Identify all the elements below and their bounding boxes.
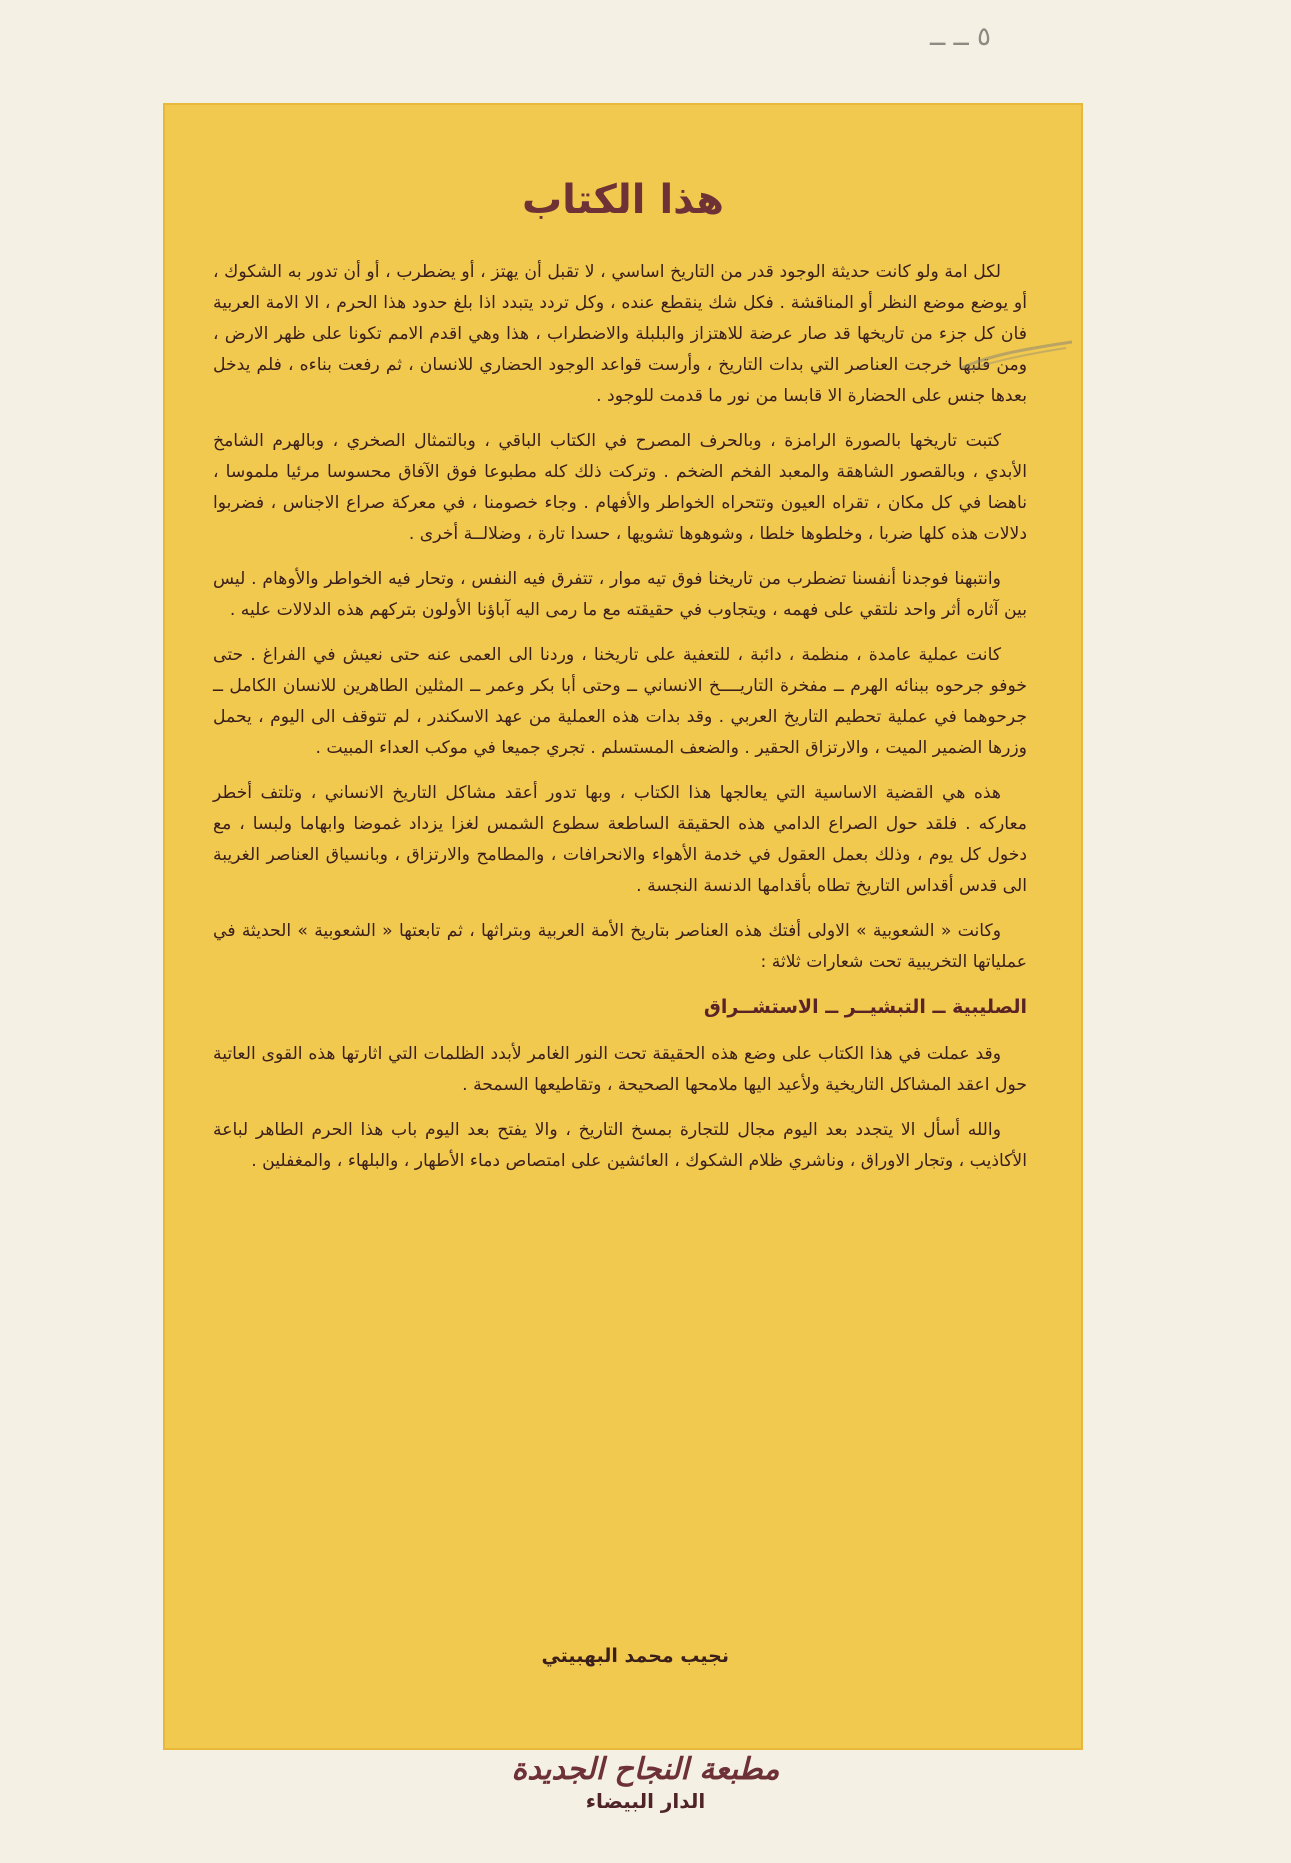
paragraph-4: كانت عملية عامدة ، منظمة ، دائبة ، للتعفية على تاريخنا ، وردنا الى العمى عنه حتى نعيش في الفراغ . حتى خوفو جرحوه ببنائه الهرم ــ مفخرة التاريــــخ الانساني ــ وحتى أبا بكر وعمر ــ المثلين الطاهرين للانسان الكامل ــ جرحوهما في عملية تحطيم التاريخ العربي . وقد بدات هذه العملية من عهد الاسكندر ، لم تتوقف الى اليوم ، يحمل وزرها الضمير الميت ، والارتزاق الحقير . والضعف المستسلم . تجري جميعا في موكب العداء المبيت . bbox=[213, 645, 1027, 758]
printer-name: مطبعة النجاح الجديدة bbox=[511, 1752, 780, 1787]
paragraph-2: كتبت تاريخها بالصورة الرامزة ، وبالحرف المصرح في الكتاب الباقي ، وبالتمثال الصخري ، وبالهرم الشامخ الأبدي ، وبالقصور الشاهقة والمعبد الفخم الضخم . وتركت ذلك كله مطبوعا فوق الآفاق محسوسا مرئيا ملموسا ، ناهضا في كل مكان ، تقراه العيون وتتحراه الخواطر والأفهام . وجاء خصومنا ، في معركة صراع الاجناس ، فضربوا دلالات هذه كلها ضربا ، وخلطوها خلطا ، وشوهوها تشويها ، حسدا تارة ، وضلالــة أخرى . bbox=[213, 431, 1027, 544]
paragraph-5: هذه هي القضية الاساسية التي يعالجها هذا الكتاب ، وبها تدور أعقد مشاكل التاريخ الانساني ، وتلتف أخطر معاركه . فلقد حول الصراع الدامي هذه الحقيقة الساطعة سطوع الشمس لغزا يزداد غموضا وابهاما ولبسا ، مع دخول كل يوم ، وذلك بعمل العقول في خدمة الأهواء والانحرافات ، والمطامح والارتزاق ، وبانسياق العناصر الغريبة الى قدس أقداس التاريخ تطاه بأقدامها الدنسة النجسة . bbox=[213, 783, 1027, 896]
slogan: الصليبية ــ التبشيــر ــ الاستشــراق bbox=[703, 996, 1027, 1018]
paragraph-7: وقد عملت في هذا الكتاب على وضع هذه الحقيقة تحت النور الغامر لأبدد الظلمات التي اثارتها هذه القوى العاتية حول اعقد المشاكل التاريخية ولأعيد اليها ملامحها الصحيحة ، وتقاطيعها السمحة . bbox=[213, 1044, 1027, 1095]
page-title: هذا الكتاب bbox=[521, 177, 724, 223]
author-signature: نجيب محمد البهبيتي bbox=[541, 1645, 729, 1667]
printer-imprint bbox=[0, 1752, 1291, 1813]
page-number-mark: ٥ ــ ــ bbox=[930, 22, 991, 52]
paragraph-1: لكل امة ولو كانت حديثة الوجود قدر من التاريخ اساسي ، لا تقبل أن يهتز ، أو يضطرب ، أو أن تدور به الشكوك ، أو يوضع موضع النظر أو المناقشة . فكل شك ينقطع عنده ، وكل تردد يتبدد اذا بلغ حدود هذا الحرم ، الا الامة العربية فان كل جزء من تاريخها قد صار عرضة للاهتزاز والبلبلة والاضطراب ، هذا وهي اقدم الامم تكونا على ظهر الارض ، ومن قلبها خرجت العناصر التي بدات التاريخ ، وأرست قواعد الوجود الحضاري للانسان ، ثم رفعت بناءه ، فلم يدخل بعدها جنس على الحضارة الا قابسا من نور ما قدمت للوجود . bbox=[213, 262, 1027, 406]
back-cover-panel bbox=[163, 103, 1083, 1750]
paragraph-8: والله أسأل الا يتجدد بعد اليوم مجال للتجارة بمسخ التاريخ ، والا يفتح بعد اليوم باب هذا الحرم الطاهر لباعة الأكاذيب ، وتجار الاوراق ، وناشري ظلام الشكوك ، العائشين على امتصاص دماء الأطهار ، والبلهاء ، والمغفلين . bbox=[213, 1120, 1027, 1171]
paragraph-6: وكانت « الشعوبية » الاولى أفتك هذه العناصر بتاريخ الأمة العربية وبتراثها ، ثم تابعتها « الشعوبية » الحديثة في عملياتها التخريبية تحت شعارات ثلاثة : bbox=[213, 921, 1027, 972]
printer-city: الدار البيضاء bbox=[585, 1789, 706, 1813]
paragraph-3: وانتبهنا فوجدنا أنفسنا تضطرب من تاريخنا فوق تيه موار ، تتفرق فيه النفس ، وتحار فيه الخواطر والأوهام . ليس بين آثاره أثر واحد نلتقي على فهمه ، ويتجاوب في حقيقته مع ما رمى اليه آباؤنا الأولون بتركهم هذه الدلالات عليه . bbox=[213, 569, 1027, 620]
pencil-scribble-mark bbox=[958, 338, 1076, 374]
body-text bbox=[213, 257, 1027, 1191]
